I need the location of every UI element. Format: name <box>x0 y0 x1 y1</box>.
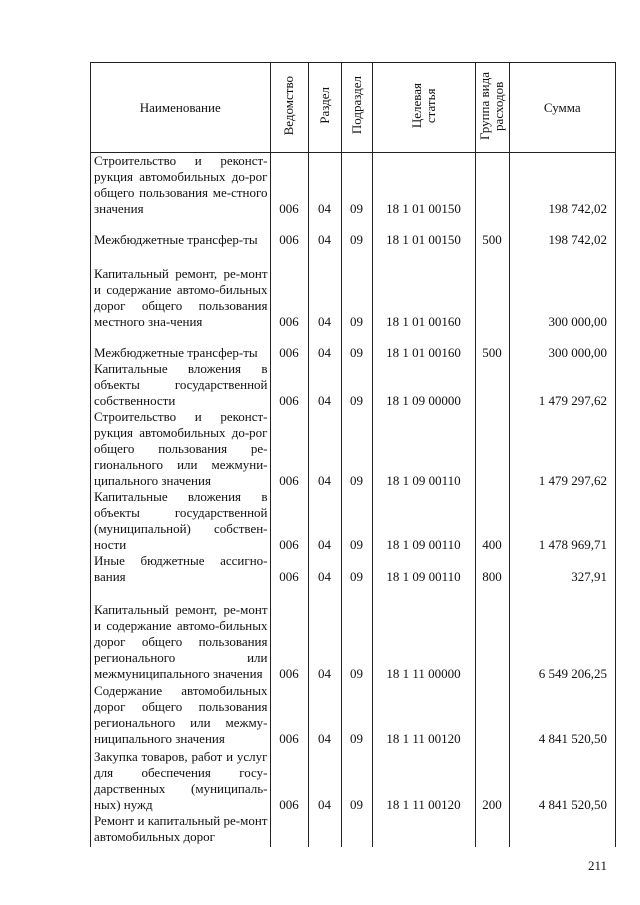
row-razdel: 04 <box>308 489 341 553</box>
row-summa: 6 549 206,25 <box>509 585 615 682</box>
row-name: Капитальный ремонт, ре-монт и содержание автомо-бильных дорог общего пользования местного зна-чения <box>94 266 268 329</box>
row-gruppa <box>475 813 509 847</box>
row-vedomstvo: 006 <box>270 330 308 361</box>
table-row <box>91 553 615 585</box>
row-vedomstvo: 006 <box>270 153 308 218</box>
row-gruppa <box>475 409 509 489</box>
row-razdel: 04 <box>308 585 341 682</box>
header-gruppa-vida-rashodov: Группа вида расходов <box>475 63 509 153</box>
table-row <box>91 747 615 813</box>
row-summa: 4 841 520,50 <box>509 747 615 813</box>
row-podrazdel: 09 <box>341 153 372 218</box>
table-body <box>91 153 615 848</box>
row-name: Капитальный ремонт, ре-монт и содержание автомо-бильных дорог общего пользования регионального или межмуниципального значения <box>94 602 268 681</box>
row-vedomstvo: 006 <box>270 585 308 682</box>
row-celevaya-statya: 18 1 01 00150 <box>372 217 475 248</box>
table-row <box>91 330 615 361</box>
row-razdel: 04 <box>308 153 341 218</box>
row-vedomstvo: 006 <box>270 248 308 330</box>
row-name: Ремонт и капитальный ре-монт автомобильных дорог <box>94 813 268 844</box>
header-summa: Сумма <box>509 63 615 153</box>
row-summa: 4 841 520,50 <box>509 682 615 747</box>
row-name: Капитальные вложения в объекты государственной собственности <box>94 361 268 408</box>
row-celevaya-statya: 18 1 01 00160 <box>372 330 475 361</box>
row-vedomstvo: 006 <box>270 361 308 409</box>
row-summa: 198 742,02 <box>509 217 615 248</box>
table-row <box>91 585 615 682</box>
row-summa: 1 479 297,62 <box>509 409 615 489</box>
row-razdel: 04 <box>308 217 341 248</box>
row-gruppa: 200 <box>475 747 509 813</box>
row-podrazdel: 09 <box>341 217 372 248</box>
row-name: Строительство и реконст-рукция автомобильных до-рог общего пользования ме-стного значения <box>94 153 268 216</box>
row-name: Иные бюджетные ассигно-вания <box>94 553 268 584</box>
row-razdel: 04 <box>308 553 341 585</box>
row-podrazdel: 09 <box>341 585 372 682</box>
row-vedomstvo: 006 <box>270 747 308 813</box>
row-vedomstvo: 006 <box>270 409 308 489</box>
table-row <box>91 409 615 489</box>
row-summa: 1 479 297,62 <box>509 361 615 409</box>
row-celevaya-statya: 18 1 11 00000 <box>372 585 475 682</box>
table-row <box>91 813 615 847</box>
row-razdel: 04 <box>308 682 341 747</box>
table-row <box>91 361 615 409</box>
row-razdel: 04 <box>308 330 341 361</box>
row-summa: 1 478 969,71 <box>509 489 615 553</box>
row-vedomstvo: 006 <box>270 553 308 585</box>
row-name: Межбюджетные трансфер-ты <box>94 345 258 360</box>
row-summa: 300 000,00 <box>509 330 615 361</box>
row-podrazdel: 09 <box>341 682 372 747</box>
row-gruppa <box>475 153 509 218</box>
row-summa: 327,91 <box>509 553 615 585</box>
row-vedomstvo: 006 <box>270 682 308 747</box>
row-celevaya-statya: 18 1 09 00110 <box>372 553 475 585</box>
row-gruppa <box>475 248 509 330</box>
header-celevaya-statya: Целевая статья <box>372 63 475 153</box>
row-celevaya-statya: 18 1 01 00160 <box>372 248 475 330</box>
row-podrazdel <box>341 813 372 847</box>
row-celevaya-statya: 18 1 09 00110 <box>372 489 475 553</box>
row-summa: 300 000,00 <box>509 248 615 330</box>
row-podrazdel: 09 <box>341 330 372 361</box>
row-gruppa: 500 <box>475 217 509 248</box>
row-vedomstvo <box>270 813 308 847</box>
header-name: Наименование <box>91 63 270 153</box>
row-celevaya-statya: 18 1 09 00110 <box>372 409 475 489</box>
table-header <box>91 63 615 153</box>
row-celevaya-statya: 18 1 09 00000 <box>372 361 475 409</box>
row-razdel: 04 <box>308 747 341 813</box>
row-razdel: 04 <box>308 409 341 489</box>
row-celevaya-statya: 18 1 11 00120 <box>372 747 475 813</box>
table-row <box>91 682 615 747</box>
row-podrazdel: 09 <box>341 553 372 585</box>
row-name: Межбюджетные трансфер-ты <box>94 232 258 247</box>
row-vedomstvo: 006 <box>270 217 308 248</box>
table-row <box>91 153 615 218</box>
row-razdel <box>308 813 341 847</box>
header-vedomstvo: Ведомство <box>270 63 308 153</box>
row-gruppa <box>475 682 509 747</box>
row-name: Строительство и реконст-рукция автомобильных до-рог общего пользования ре-гионального или межмуни-ципального значения <box>94 409 268 488</box>
row-name: Закупка товаров, работ и услуг для обеспечения госу-дарственных (муниципаль-ных) нужд <box>94 749 268 812</box>
row-vedomstvo: 006 <box>270 489 308 553</box>
row-name: Содержание автомобильных дорог общего пользования регионального или межму-ниципального значения <box>94 683 268 746</box>
budget-table-sheet <box>90 62 616 847</box>
row-gruppa: 400 <box>475 489 509 553</box>
row-summa <box>509 813 615 847</box>
header-razdel: Раздел <box>308 63 341 153</box>
row-celevaya-statya: 18 1 11 00120 <box>372 682 475 747</box>
table-row <box>91 248 615 330</box>
row-podrazdel: 09 <box>341 248 372 330</box>
table-row <box>91 217 615 248</box>
row-podrazdel: 09 <box>341 409 372 489</box>
table-row <box>91 489 615 553</box>
row-gruppa <box>475 585 509 682</box>
row-razdel: 04 <box>308 361 341 409</box>
row-name: Капитальные вложения в объекты государственной (муниципальной) собствен-ности <box>94 489 268 552</box>
row-gruppa: 500 <box>475 330 509 361</box>
row-gruppa: 800 <box>475 553 509 585</box>
row-summa: 198 742,02 <box>509 153 615 218</box>
row-podrazdel: 09 <box>341 361 372 409</box>
header-podrazdel: Подраздел <box>341 63 372 153</box>
row-razdel: 04 <box>308 248 341 330</box>
row-celevaya-statya: 18 1 01 00150 <box>372 153 475 218</box>
row-gruppa <box>475 361 509 409</box>
page-number: 211 <box>588 858 608 873</box>
budget-table <box>91 63 615 847</box>
row-podrazdel: 09 <box>341 489 372 553</box>
row-celevaya-statya <box>372 813 475 847</box>
row-podrazdel: 09 <box>341 747 372 813</box>
